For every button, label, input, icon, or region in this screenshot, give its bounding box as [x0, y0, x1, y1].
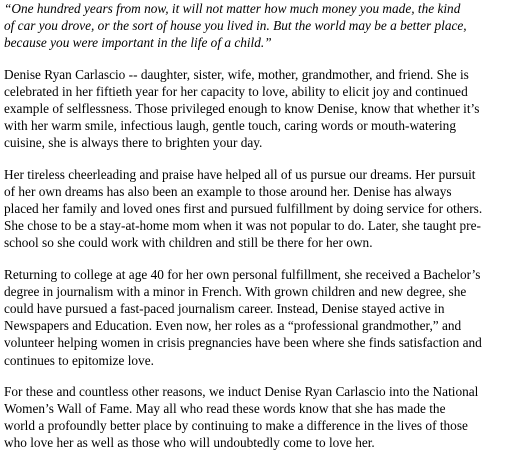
- paragraph-line: placed her family and loved ones first and pursued fulfillment by doing service for others.: [4, 201, 483, 217]
- paragraph-induction: [4, 383, 516, 452]
- paragraph-line: world a profoundly better place by continuing to make a difference in the lives of those: [4, 418, 468, 434]
- paragraph-line: of her own dreams has also been an example to those around her. Denise has always: [4, 183, 452, 199]
- quote-line: because you were important in the life of a child.”: [4, 35, 272, 51]
- paragraph-line: Returning to college at age 40 for her own personal fulfillment, she received a Bachelor’s: [4, 266, 481, 282]
- paragraph-line: celebrated in her fiftieth year for her capacity to love, ability to elicit joy and continued: [4, 83, 468, 99]
- paragraph-line: Her tireless cheerleading and praise have helped all of us pursue our dreams. Her pursuit: [4, 166, 476, 182]
- paragraph-line: school so she could work with children and still be there for her own.: [4, 235, 373, 251]
- quote-line: “One hundred years from now, it will not matter how much money you made, the kind: [4, 1, 461, 16]
- paragraph-line: example of selflessness. Those privileged enough to know Denise, know that whether it’s: [4, 101, 480, 117]
- paragraph-introduction: [4, 66, 516, 152]
- document-body: [4, 0, 516, 466]
- paragraph-line: degree in journalism with a minor in French. With grown children and new degree, she: [4, 283, 467, 299]
- quote-line: of car you drove, or the sort of house you lived in. But the world may be a better place,: [4, 18, 467, 34]
- paragraph-line: For these and countless other reasons, we induct Denise Ryan Carlascio into the National: [4, 383, 479, 399]
- paragraph-line: with her warm smile, infectious laugh, gentle touch, caring words or mouth-watering: [4, 118, 456, 134]
- paragraph-line: continues to epitomize love.: [4, 352, 154, 368]
- paragraph-line: could have pursued a fast-paced journalism career. Instead, Denise stayed active in: [4, 301, 445, 317]
- paragraph-line: Newspapers and Education. Even now, her roles as a “professional grandmother,” and: [4, 318, 462, 334]
- paragraph-education: [4, 266, 516, 369]
- paragraph-line: Denise Ryan Carlascio -- daughter, sister, wife, mother, grandmother, and friend. She is: [4, 66, 469, 82]
- paragraph-line: She chose to be a stay-at-home mom when it was not popular to do. Later, she taught pre-: [4, 218, 481, 234]
- paragraph-line: volunteer helping women in crisis pregnancies have been where she finds satisfaction and: [4, 335, 482, 351]
- paragraph-cheerleading: [4, 166, 516, 252]
- paragraph-line: cuisine, she is always there to brighten your day.: [4, 135, 263, 151]
- paragraph-line: Women’s Wall of Fame. May all who read these words know that she has made the: [4, 401, 446, 417]
- opening-quote: [4, 0, 516, 52]
- paragraph-line: who love her as well as those who will undoubtedly come to love her.: [4, 435, 375, 451]
